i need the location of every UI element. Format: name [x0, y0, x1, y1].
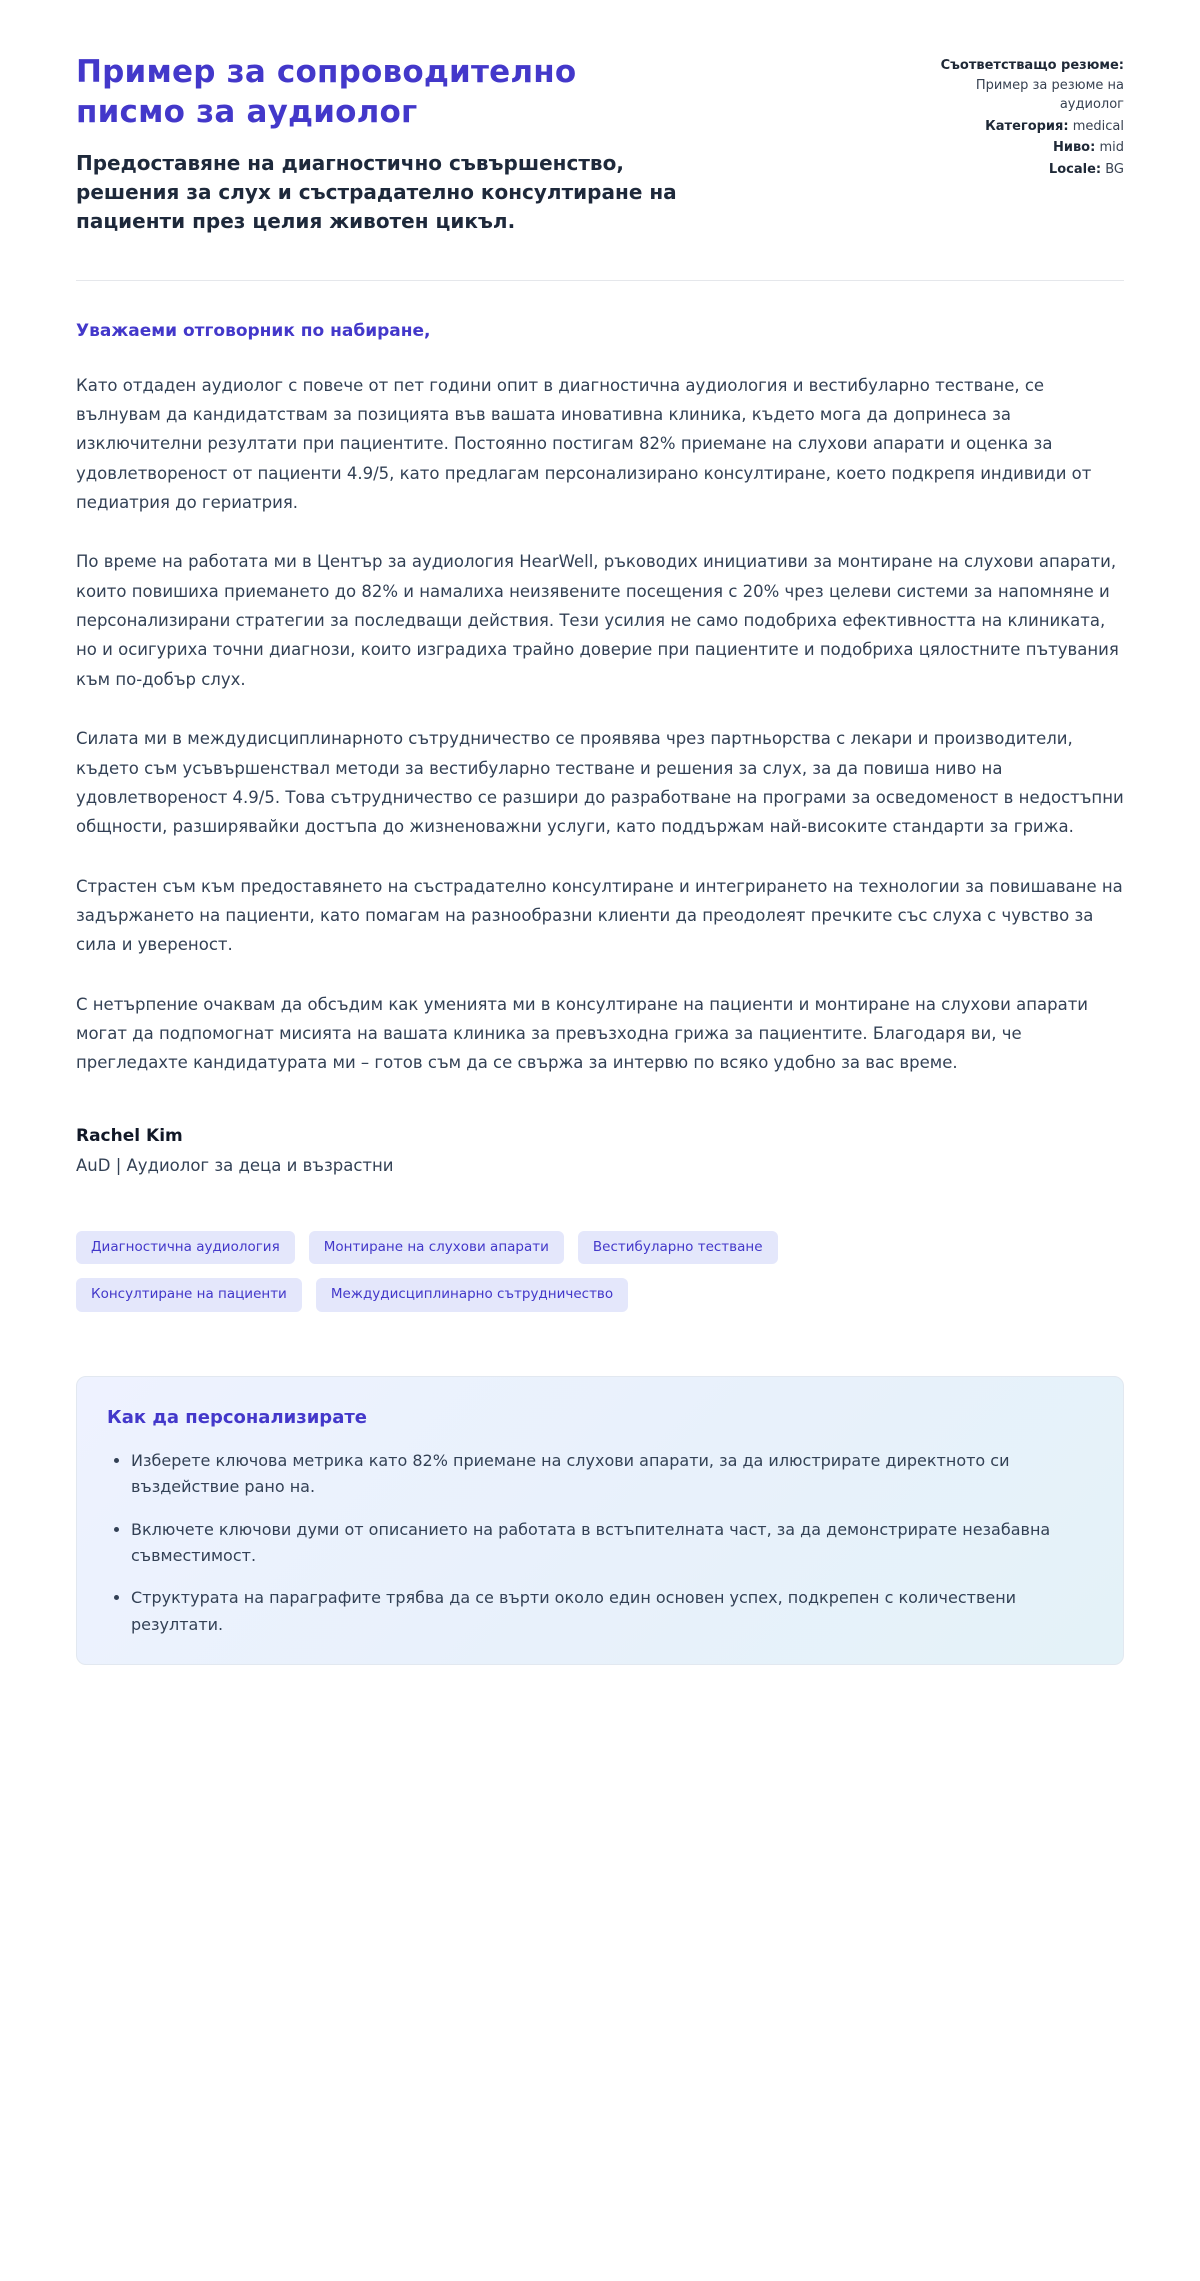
meta-locale-value: BG [1105, 161, 1124, 177]
letter-body [76, 321, 1124, 1175]
skill-tag: Вестибуларно тестване [578, 1231, 778, 1265]
page-header [76, 52, 1124, 236]
tip-list-item: • Включете ключови думи от описанието на работата в встъпителната част, за да демонстрирате незабавна съвместимост. [131, 1517, 1091, 1570]
skill-tag: Монтиране на слухови апарати [309, 1231, 564, 1265]
header-divider [76, 280, 1124, 281]
signature-title: AuD | Аудиолог за деца и възрастни [76, 1155, 394, 1175]
letter-paragraph: Като отдаден аудиолог с повече от пет години опит в диагностична аудиология и вестибуларно тестване, се вълнувам да кандидатствам за позицията във вашата иновативна клиника, където мога да допринеса за изключителни резултати при пациентите. Постоянно постигам 82% приемане на слухови апарати и оценка за удовлетвореност от пациенти 4.9/5, като предлагам персонализирано консултиране, което подкрепя индивиди от педиатрия до гериатрия. [76, 375, 1092, 513]
meta-category-label: Категория: [985, 118, 1069, 134]
meta-level [924, 138, 1124, 158]
meta-resume-value: Пример за резюме на аудиолог [975, 77, 1124, 112]
tip-box-heading: Как да персонализирате [107, 1406, 367, 1428]
letter-paragraph: По време на работата ми в Център за аудиология HearWell, ръководих инициативи за монтиране на слухови апарати, които повишиха приемането до 82% и намалиха неизявените посещения с 20% чрез целеви системи за напомняне и персонализирани стратегии за последващи действия. Тези усилия не само подобриха ефективността на клиниката, но и осигуриха точни диагнози, които изградиха трайно доверие при пациентите и подобриха цялостните пътувания към по-добър слух. [76, 552, 1119, 689]
letter-paragraph: Страстен съм към предоставянето на състрадателно консултиране и интегрирането на технологии за повишаване на задържането на пациенти, като помагам на разнообразни клиенти да преодолеят пречките със слуха с чувство за сила и увереност. [76, 876, 1123, 955]
meta-level-value: mid [1099, 140, 1124, 155]
meta-locale-label: Locale: [1048, 161, 1102, 177]
skill-tag: Междудисциплинарно сътрудничество [316, 1278, 628, 1312]
meta-resume-label: Съответстващо резюме: [940, 58, 1124, 73]
page-title: Пример за сопроводително писмо за аудиолог [76, 54, 577, 131]
resume-meta-panel [924, 52, 1124, 181]
meta-matching-resume [924, 56, 1124, 115]
meta-category [924, 117, 1124, 137]
header-title-block [76, 52, 696, 236]
page-subtitle: Предоставяне на диагностично съвършенство, решения за слух и състрадателно консултиране на пациенти през целия животен цикъл. [76, 150, 677, 233]
letter-signature [76, 1126, 1124, 1175]
letter-paragraph: Силата ми в междудисциплинарното сътрудничество се проявява чрез партньорства с лекари и производители, където съм усъвършенствал методи за вестибуларно тестване и решения за слух, за да повиша ниво на удовлетвореност 4.9/5. Това сътрудничество се разшири до разработване на програми за осведоменост в недостъпни общности, разширявайки достъпа до жизненоважни услуги, като поддържам най-високите стандарти за грижа. [76, 729, 1124, 837]
tip-list-item: • Структурата на параграфите трябва да се върти около един основен успех, подкрепен с количествени резултати. [131, 1585, 1091, 1638]
letter-paragraph: С нетърпение очаквам да обсъдим как уменията ми в консултиране на пациенти и монтиране на слухови апарати могат да подпомогнат мисията на вашата клиника за превъзходна грижа за пациентите. Благодаря ви, че прегледахте кандидатурата ми – готов съм да се свържа за интервю по всяко удобно за вас време. [76, 994, 1089, 1073]
meta-level-label: Ниво: [1052, 140, 1096, 155]
tip-list-item: • Изберете ключова метрика като 82% приемане на слухови апарати, за да илюстрирате директното си въздействие рано на. [131, 1448, 1091, 1501]
meta-locale [924, 160, 1124, 180]
skill-tags [76, 1231, 976, 1312]
skill-tag: Диагностична аудиология [76, 1231, 295, 1265]
personalization-tip-box [76, 1376, 1124, 1665]
letter-greeting: Уважаеми отговорник по набиране, [76, 320, 431, 341]
tip-list [107, 1448, 1093, 1638]
signature-name: Rachel Kim [76, 1125, 183, 1146]
skill-tag: Консултиране на пациенти [76, 1278, 302, 1312]
meta-category-value: medical [1072, 118, 1124, 134]
